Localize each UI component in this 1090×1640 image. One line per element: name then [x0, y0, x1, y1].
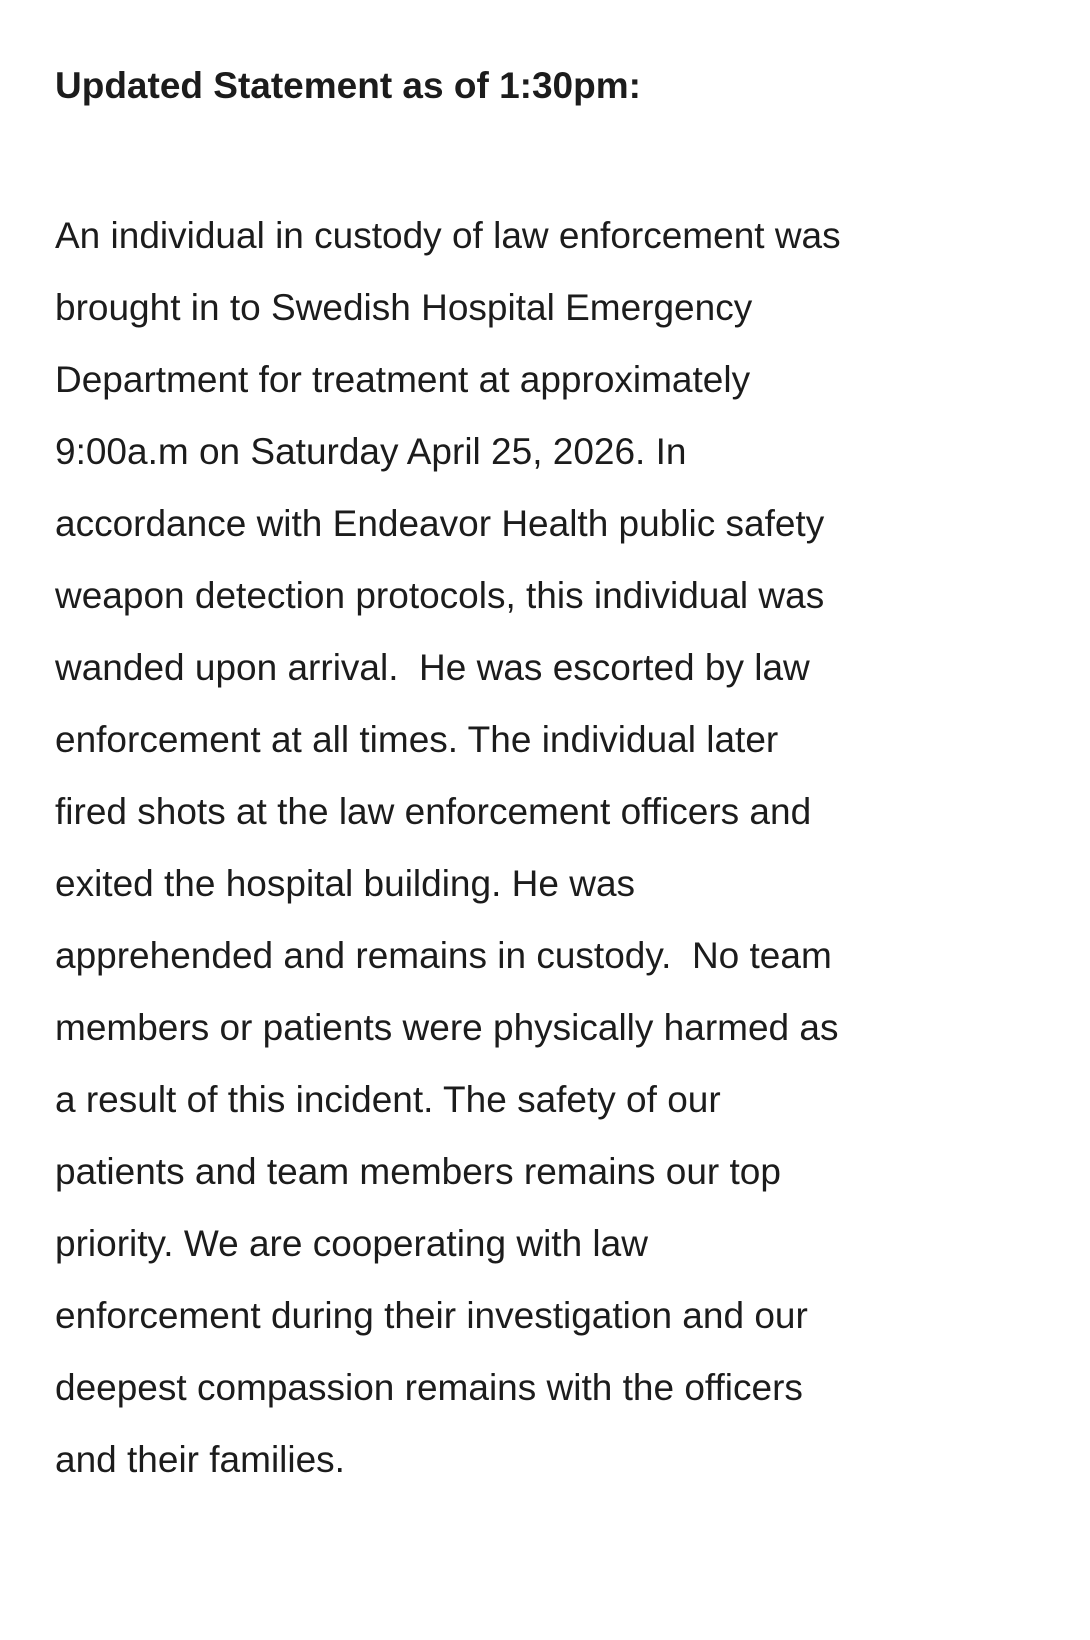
statement-line: members or patients were physically harmed as	[55, 1007, 839, 1048]
statement-line: apprehended and remains in custody. No team	[55, 935, 832, 976]
statement-line: priority. We are cooperating with law	[55, 1223, 648, 1264]
statement-line: enforcement at all times. The individual later	[55, 719, 779, 760]
statement-line: fired shots at the law enforcement officers and	[55, 791, 812, 832]
statement-line: and their families.	[55, 1439, 345, 1480]
statement-heading: Updated Statement as of 1:30pm:	[55, 65, 641, 106]
statement-line: deepest compassion remains with the officers	[55, 1367, 803, 1408]
statement-line: accordance with Endeavor Health public safety	[55, 503, 825, 544]
statement-line: Department for treatment at approximately	[55, 359, 751, 400]
statement-line: a result of this incident. The safety of our	[55, 1079, 721, 1120]
statement-line: 9:00a.m on Saturday April 25, 2026. In	[55, 431, 687, 472]
statement-line: An individual in custody of law enforcement was	[55, 215, 841, 256]
statement-body	[55, 200, 1065, 1496]
statement-line: weapon detection protocols, this individual was	[55, 575, 825, 616]
statement-line: brought in to Swedish Hospital Emergency	[55, 287, 753, 328]
statement-line: enforcement during their investigation and our	[55, 1295, 808, 1336]
statement-line: exited the hospital building. He was	[55, 863, 636, 904]
statement-line: patients and team members remains our top	[55, 1151, 781, 1192]
statement-line: wanded upon arrival. He was escorted by law	[55, 647, 810, 688]
